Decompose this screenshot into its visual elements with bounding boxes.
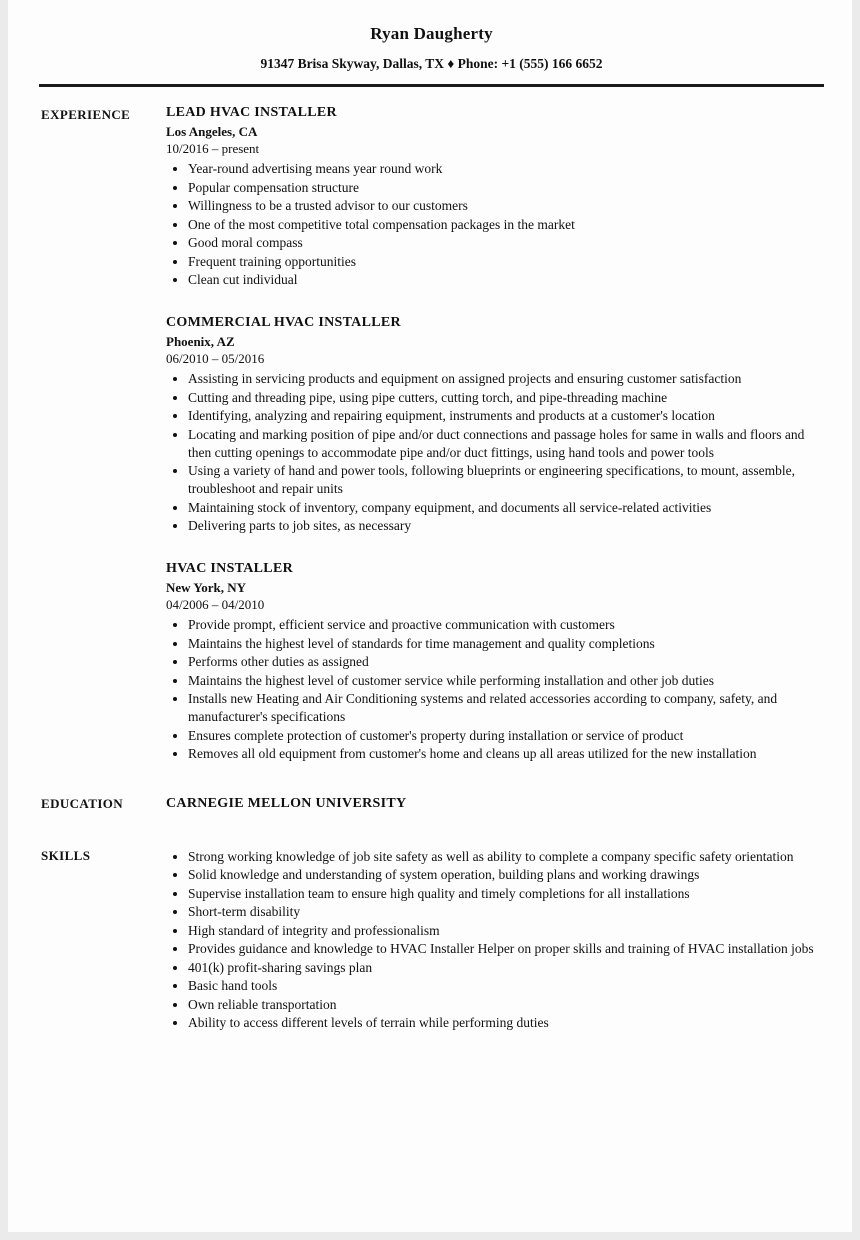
job-dates: 10/2016 – present [166,141,260,156]
education-section [41,794,822,812]
bullet-item: • Locating and marking position of pipe and/or duct connections and passage holes for same in walls and floors and then cutting openings to accommodate pipe and/or duct fittings, using hand tools and power tools [188,426,822,462]
bullet-item: • Delivering parts to job sites, as necessary [188,517,822,535]
bullet-item: • Solid knowledge and understanding of system operation, building plans and working drawings [188,866,822,884]
job-dates: 06/2010 – 05/2016 [166,351,265,366]
bullet-item: • High standard of integrity and professionalism [188,922,822,940]
bullet-item: • Identifying, analyzing and repairing equipment, instruments and products at a customer's location [188,407,822,425]
section-label-education: EDUCATION [41,795,124,811]
job-dates: 04/2006 – 04/2010 [166,597,265,612]
bullet-item: • Short-term disability [188,903,822,921]
bullet-item: • One of the most competitive total compensation packages in the market [188,216,822,234]
bullet-item: • 401(k) profit-sharing savings plan [188,959,822,977]
contact-line: 91347 Brisa Skyway, Dallas, TX ♦ Phone: +1 (555) 166 6652 [260,56,603,71]
skills-content [166,846,822,1033]
bullet-item: • Own reliable transportation [188,996,822,1014]
bullet-item: • Maintains the highest level of standards for time management and quality completions [188,635,822,653]
bullet-item: • Using a variety of hand and power tools, following blueprints or engineering specifications, to mount, assemble, troubleshoot and repair units [188,462,822,498]
section-label-experience: EXPERIENCE [41,107,131,122]
job-location: New York, NY [166,580,247,595]
bullet-item: • Clean cut individual [188,271,822,289]
experience-jobs [166,105,822,764]
header-divider [39,84,824,87]
bullet-item: • Year-round advertising means year round work [188,160,822,178]
bullet-item: • Maintaining stock of inventory, company equipment, and documents all service-related activities [188,499,822,517]
bullet-item: • Ability to access different levels of terrain while performing duties [188,1014,822,1032]
bullet-item: • Removes all old equipment from customer's home and cleans up all areas utilized for the new installation [188,745,822,763]
resume-page [8,0,852,1232]
job-location: Los Angeles, CA [166,124,258,139]
bullet-item: • Willingness to be a trusted advisor to our customers [188,197,822,215]
bullet-item: • Frequent training opportunities [188,253,822,271]
resume-header [41,24,822,87]
job-title: LEAD HVAC INSTALLER [166,105,337,120]
bullet-item: • Assisting in servicing products and equipment on assigned projects and ensuring customer satisfaction [188,370,822,388]
job-title: COMMERCIAL HVAC INSTALLER [166,315,401,330]
job-location: Phoenix, AZ [166,334,235,349]
skills-section [41,846,822,1033]
bullet-item: • Strong working knowledge of job site safety as well as ability to complete a company specific safety orientation [188,848,822,866]
candidate-name: Ryan Daugherty [370,24,493,43]
bullet-item: • Maintains the highest level of customer service while performing installation and other job duties [188,672,822,690]
bullet-item: • Cutting and threading pipe, using pipe cutters, cutting torch, and pipe-threading machine [188,389,822,407]
job-entry [166,561,822,763]
job-title: HVAC INSTALLER [166,561,293,576]
experience-section [41,105,822,764]
job-bullets [166,370,822,535]
bullet-item: • Popular compensation structure [188,179,822,197]
bullet-item: • Supervise installation team to ensure high quality and timely completions for all installations [188,885,822,903]
job-bullets [166,616,822,763]
bullet-item: • Good moral compass [188,234,822,252]
bullet-item: • Installs new Heating and Air Conditioning systems and related accessories according to company, safety, and manufacturer's specifications [188,690,822,726]
bullet-item: • Ensures complete protection of customer's property during installation or service of product [188,727,822,745]
bullet-item: • Provides guidance and knowledge to HVAC Installer Helper on proper skills and training of HVAC installation jobs [188,940,822,958]
bullet-item: • Performs other duties as assigned [188,653,822,671]
education-content [166,794,822,812]
bullet-item: • Provide prompt, efficient service and proactive communication with customers [188,616,822,634]
bullet-item: • Basic hand tools [188,977,822,995]
job-entry [166,315,822,535]
section-label-skills: SKILLS [41,847,91,863]
skills-list [166,848,822,1033]
job-entry [166,105,822,289]
job-bullets [166,160,822,289]
education-school: CARNEGIE MELLON UNIVERSITY [166,795,407,811]
